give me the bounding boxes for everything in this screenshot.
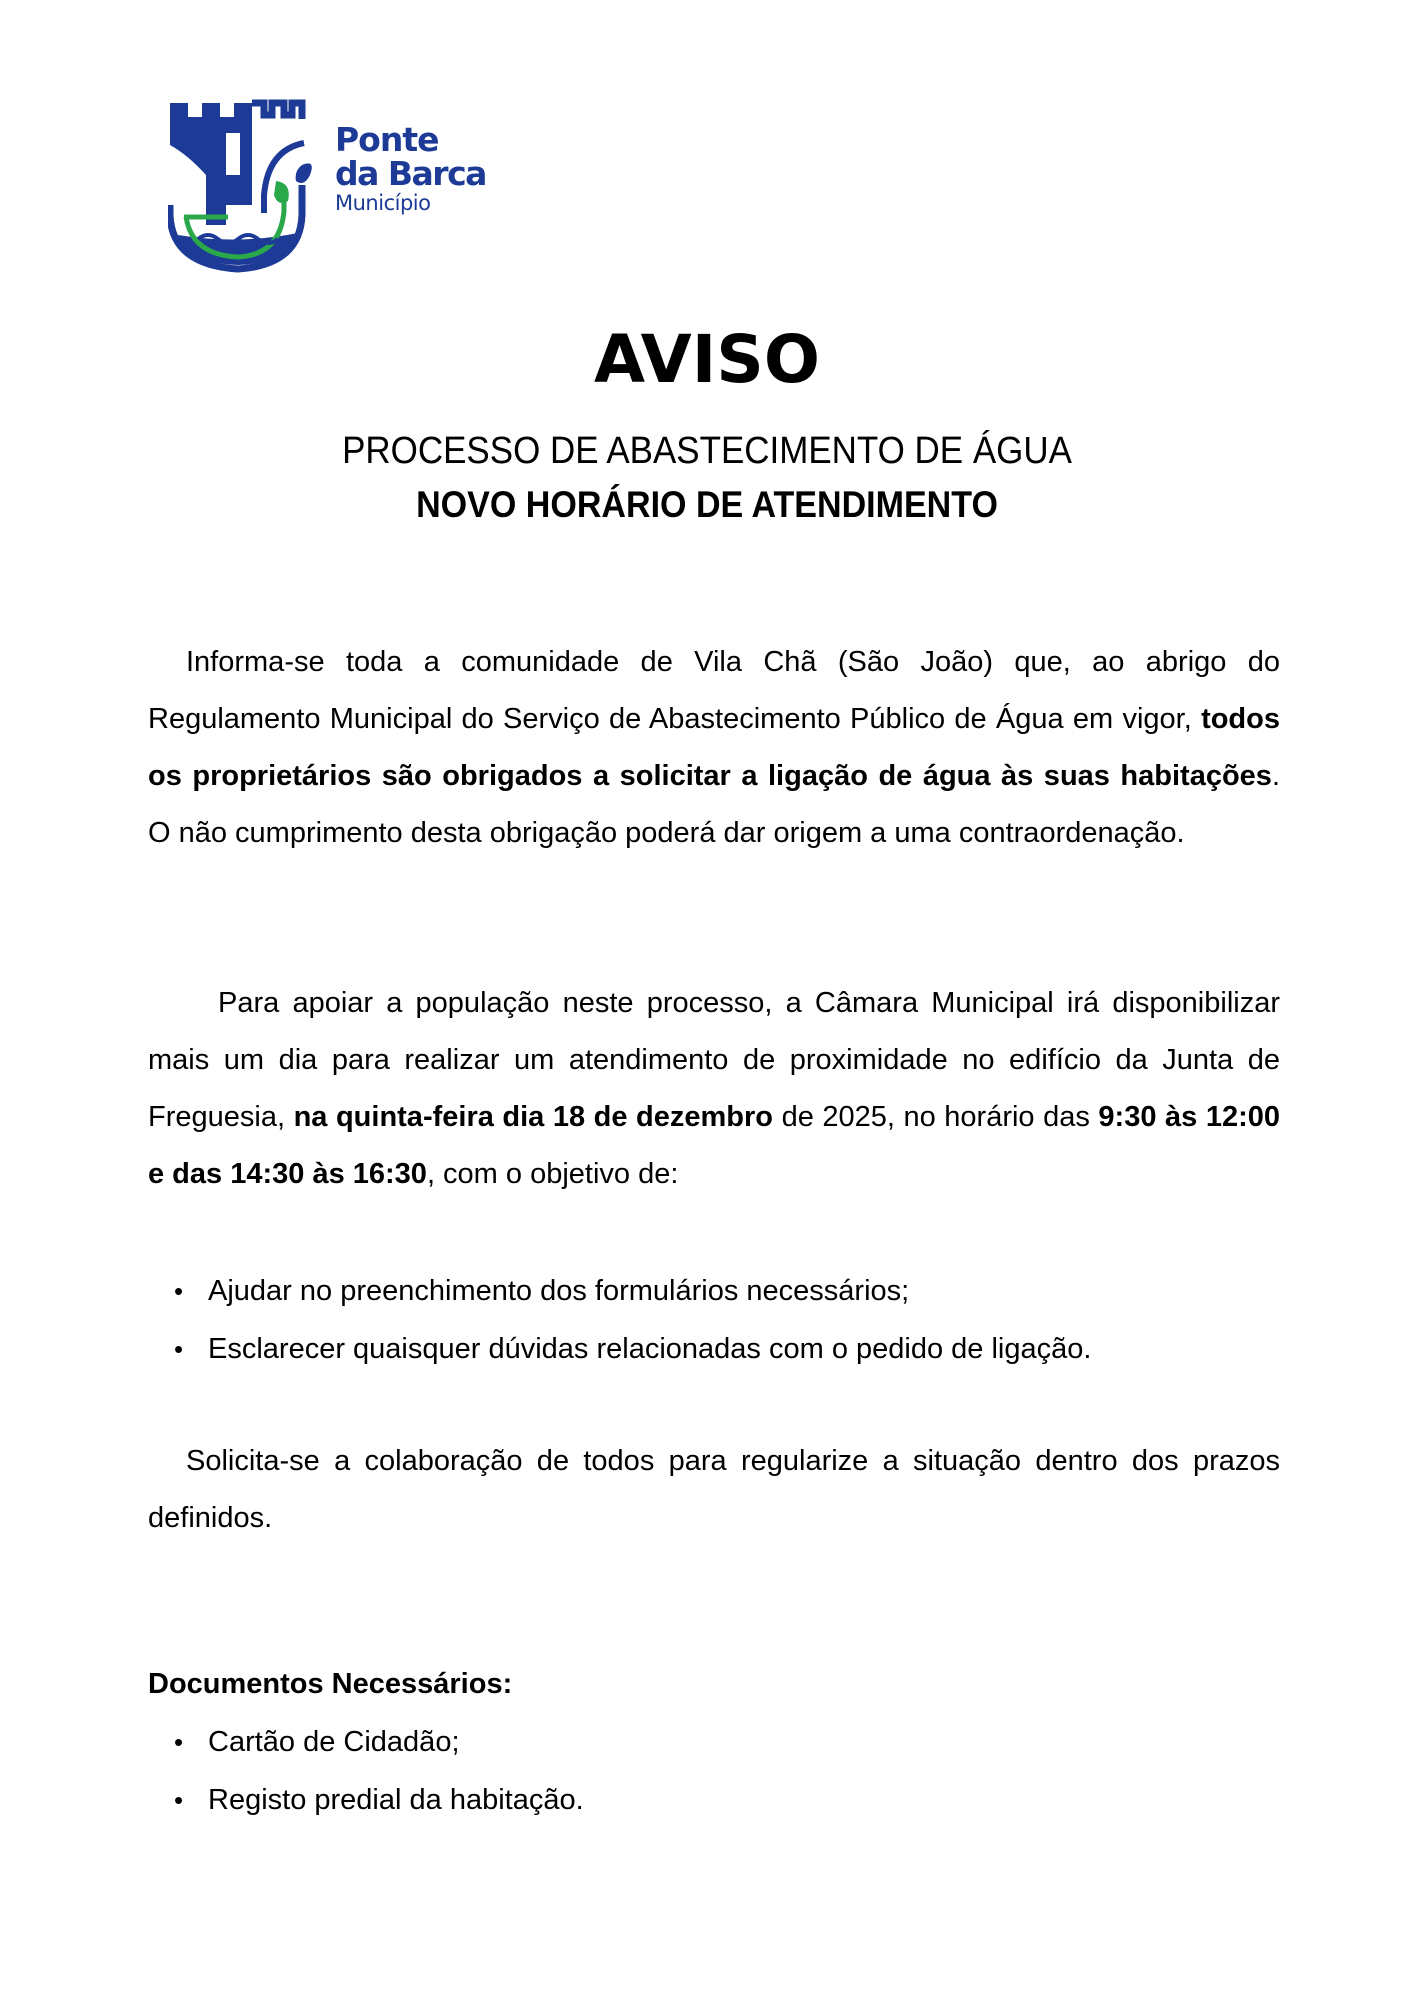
bullet-icon: • [174,1727,184,1757]
list-item [148,1713,584,1771]
list-item-text: Registo predial da habitação. [208,1784,584,1816]
text: de 2025, no horário das [773,1101,1099,1133]
text: , com o objetivo de: [426,1158,679,1190]
list-item [148,1771,584,1829]
notice-title: AVISO [594,321,820,398]
bold-text: todos os proprietários são obrigados a solicitar a ligação de água às suas habitações [148,703,1280,792]
documents-list [148,1713,584,1829]
bullet-icon: • [174,1276,184,1306]
notice-subtitle: PROCESSO DE ABASTECIMENTO DE ÁGUA [342,430,1072,472]
paragraph-collaboration: Solicita-se a colaboração de todos para regularize a situação dentro dos prazos definidos. [148,1445,1280,1534]
list-item [148,1262,1091,1320]
hours-text: 9:30 às 12:00 e das 14:30 às 16:30 [148,1101,1280,1190]
bullet-icon: • [174,1334,184,1364]
text: Para apoiar a população neste processo, a Câmara Municipal irá disponibilizar mais um dia para realizar um atendimento de proximidade no edifício da Junta de Freguesia, [148,987,1280,1133]
date-text: na quinta-feira dia 18 de dezembro [293,1101,774,1133]
logo-line-1: Ponte [335,120,439,159]
list-item-text: Esclarecer quaisquer dúvidas relacionadas com o pedido de ligação. [208,1333,1092,1365]
list-item [148,1320,1091,1378]
logo-line-2: da Barca [335,154,486,193]
documents-heading: Documentos Necessários: [148,1668,513,1700]
paragraph-obligation [148,634,1280,862]
text: . O não cumprimento desta obrigação poderá dar origem a uma contraordenação. [148,760,1280,849]
municipality-logo [168,95,498,273]
logo-wordmark [335,120,486,215]
list-item-text: Cartão de Cidadão; [208,1726,460,1758]
text: Informa-se toda a comunidade de Vila Chã (São João) que, ao abrigo do Regulamento Municipal do Serviço de Abastecimento Público de Água em vigor, [148,646,1280,735]
logo-line-3: Município [335,191,431,215]
bullet-icon: • [174,1785,184,1815]
castle-river-emblem-icon [168,95,313,273]
paragraph-schedule [148,975,1280,1203]
list-item-text: Ajudar no preenchimento dos formulários necessários; [208,1275,910,1307]
notice-subtitle-bold: NOVO HORÁRIO DE ATENDIMENTO [416,484,998,525]
objectives-list [148,1262,1091,1378]
